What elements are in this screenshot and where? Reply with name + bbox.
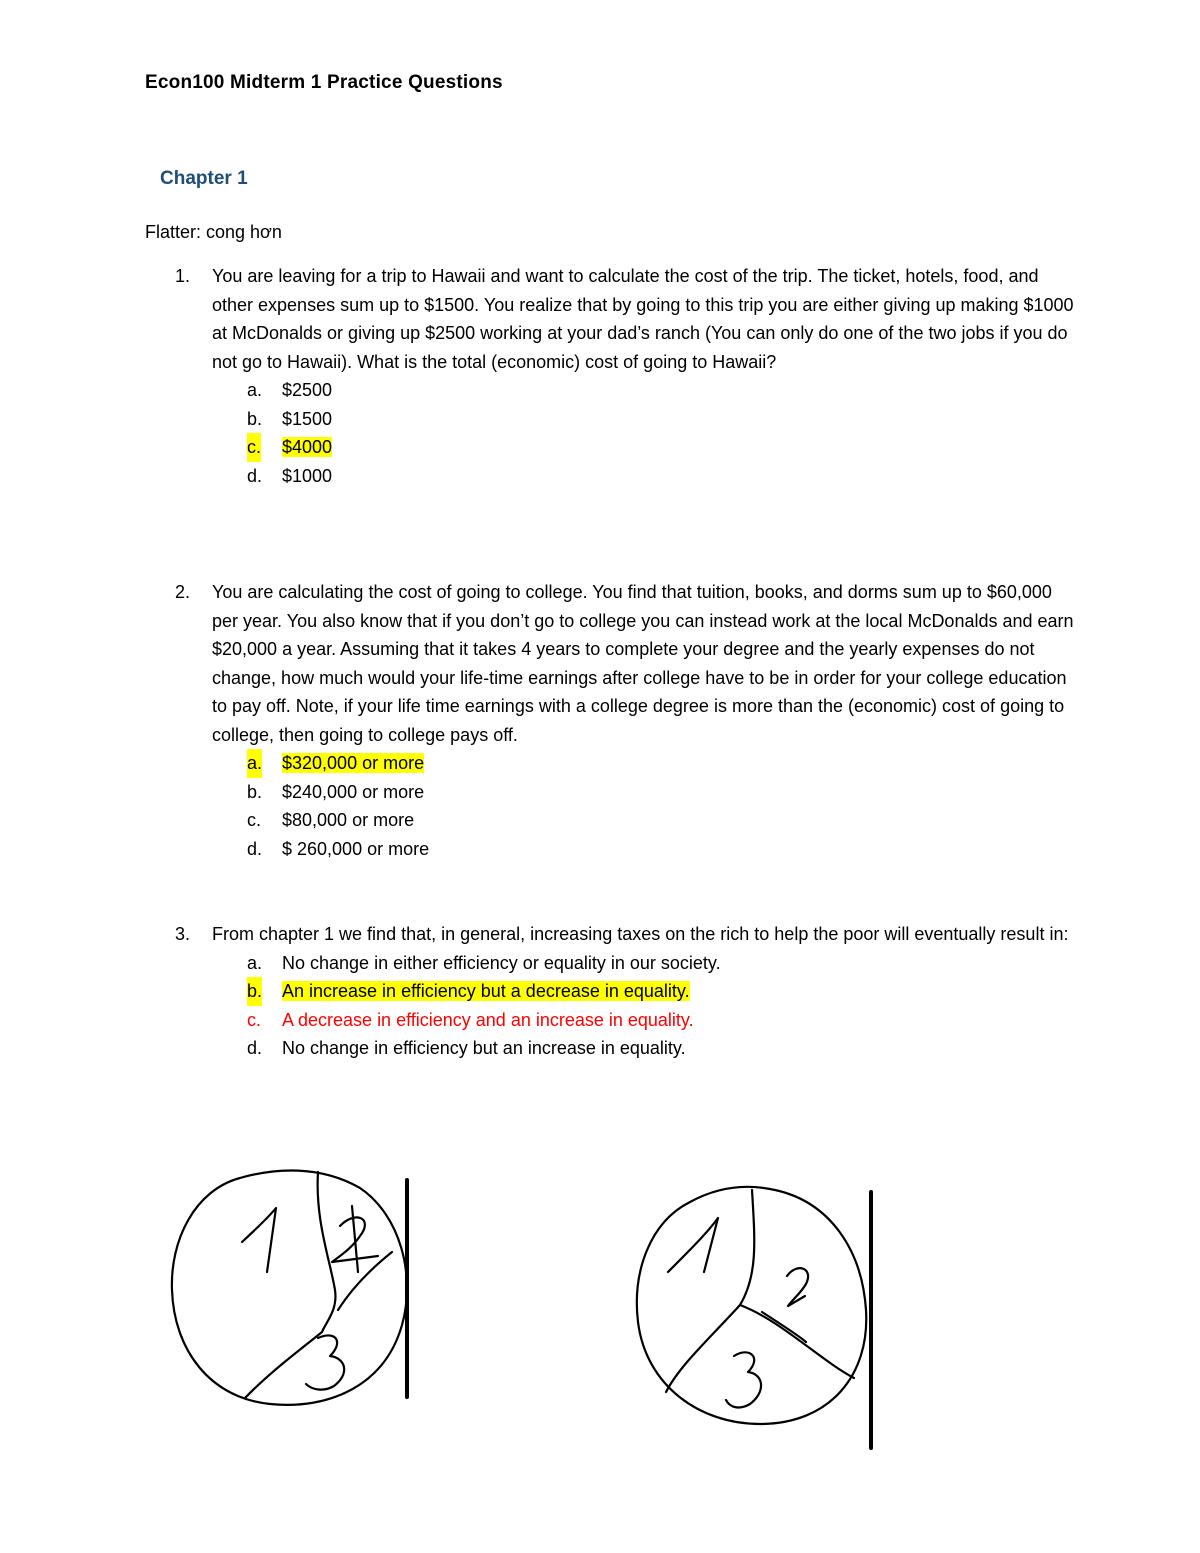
option-text: $80,000 or more <box>282 810 415 830</box>
option-letter: d. <box>247 838 263 859</box>
option-d <box>247 462 1075 491</box>
option-text: No change in either efficiency or equality in our society. <box>282 952 721 973</box>
question-text: You are calculating the cost of going to college. You find that tuition, books, and dorms sum up to $60,000 per year. You also know that if you don’t go to college you can instead work at the local McDonalds and earn $20,000 a year. Assuming that it takes 4 years to complete your degree and the yearly expenses do not change, how much would your life-time earnings after college have to be in order for your college education to pay off. Note, if your life time earnings with a college degree is more than the (economic) cost of going to college, then going to college pays off. <box>212 582 1074 745</box>
document-title: Econ100 Midterm 1 Practice Questions <box>145 72 503 93</box>
option-letter: d. <box>247 465 263 486</box>
question-text: From chapter 1 we find that, in general, increasing taxes on the rich to help the poor will eventually result in: <box>212 924 1069 944</box>
vocabulary-note: Flatter: cong hơn <box>145 222 282 242</box>
option-text: $2500 <box>282 380 333 400</box>
option-c-red <box>247 1006 1075 1035</box>
question-number: 3. <box>175 924 191 944</box>
option-text: $320,000 or more <box>282 753 425 773</box>
option-text: $1000 <box>282 465 333 486</box>
option-letter: c. <box>247 1009 262 1030</box>
left-digit-one <box>242 1208 276 1272</box>
option-letter: b. <box>247 977 262 1006</box>
option-a-highlighted <box>247 749 1075 778</box>
right-circle-outline <box>637 1187 866 1424</box>
option-text: $240,000 or more <box>282 781 425 802</box>
question-number: 1. <box>175 266 191 286</box>
question-3 <box>145 920 1075 1081</box>
option-c-highlighted <box>247 433 1075 462</box>
right-digit-three <box>726 1352 761 1407</box>
left-circle-sketch <box>172 1170 407 1404</box>
option-a <box>247 949 1075 978</box>
answer-options <box>247 376 1075 490</box>
right-divider-left <box>666 1305 740 1392</box>
option-b-highlighted <box>247 977 1075 1006</box>
option-text: $1500 <box>282 408 333 429</box>
option-d <box>247 835 1075 864</box>
right-divider-stroke <box>762 1312 806 1342</box>
left-circle-outline <box>172 1170 407 1404</box>
option-d <box>247 1034 1075 1063</box>
option-text: A decrease in efficiency and an increase in equality. <box>282 1009 694 1030</box>
right-divider-right <box>740 1305 854 1378</box>
option-letter: a. <box>247 380 263 400</box>
option-c <box>247 806 1075 835</box>
option-text: No change in efficiency but an increase in equality. <box>282 1038 686 1058</box>
option-letter: a. <box>247 749 262 778</box>
right-divider-top <box>740 1190 754 1305</box>
right-digit-two <box>787 1268 808 1306</box>
left-divider-top <box>318 1172 336 1332</box>
option-text: $ 260,000 or more <box>282 838 430 859</box>
right-digit-one <box>668 1218 718 1272</box>
option-letter: c. <box>247 810 262 830</box>
right-circle-sketch <box>637 1187 871 1448</box>
option-text: An increase in efficiency but a decrease in equality. <box>282 981 690 1001</box>
question-text: You are leaving for a trip to Hawaii and want to calculate the cost of the trip. The ticket, hotels, food, and other expenses sum up to $1500. You realize that by going to this trip you are either giving up making $1000 at McDonalds or giving up $2500 working at your dad’s ranch (You can only do one of the two jobs if you do not go to Hawaii). What is the total (economic) cost of going to Hawaii? <box>212 266 1074 372</box>
option-text: $4000 <box>282 437 333 457</box>
answer-options <box>247 749 1075 863</box>
left-digit-three <box>306 1335 344 1389</box>
option-letter: d. <box>247 1038 263 1058</box>
option-b <box>247 778 1075 807</box>
question-2 <box>145 578 1075 881</box>
option-letter: c. <box>247 433 261 462</box>
option-b <box>247 405 1075 434</box>
answer-options <box>247 949 1075 1063</box>
question-1 <box>145 262 1075 508</box>
handwritten-sketches <box>0 1160 1200 1460</box>
option-letter: b. <box>247 408 263 429</box>
option-a <box>247 376 1075 405</box>
option-letter: b. <box>247 781 263 802</box>
option-letter: a. <box>247 952 263 973</box>
chapter-heading: Chapter 1 <box>160 168 248 189</box>
question-number: 2. <box>175 582 191 602</box>
